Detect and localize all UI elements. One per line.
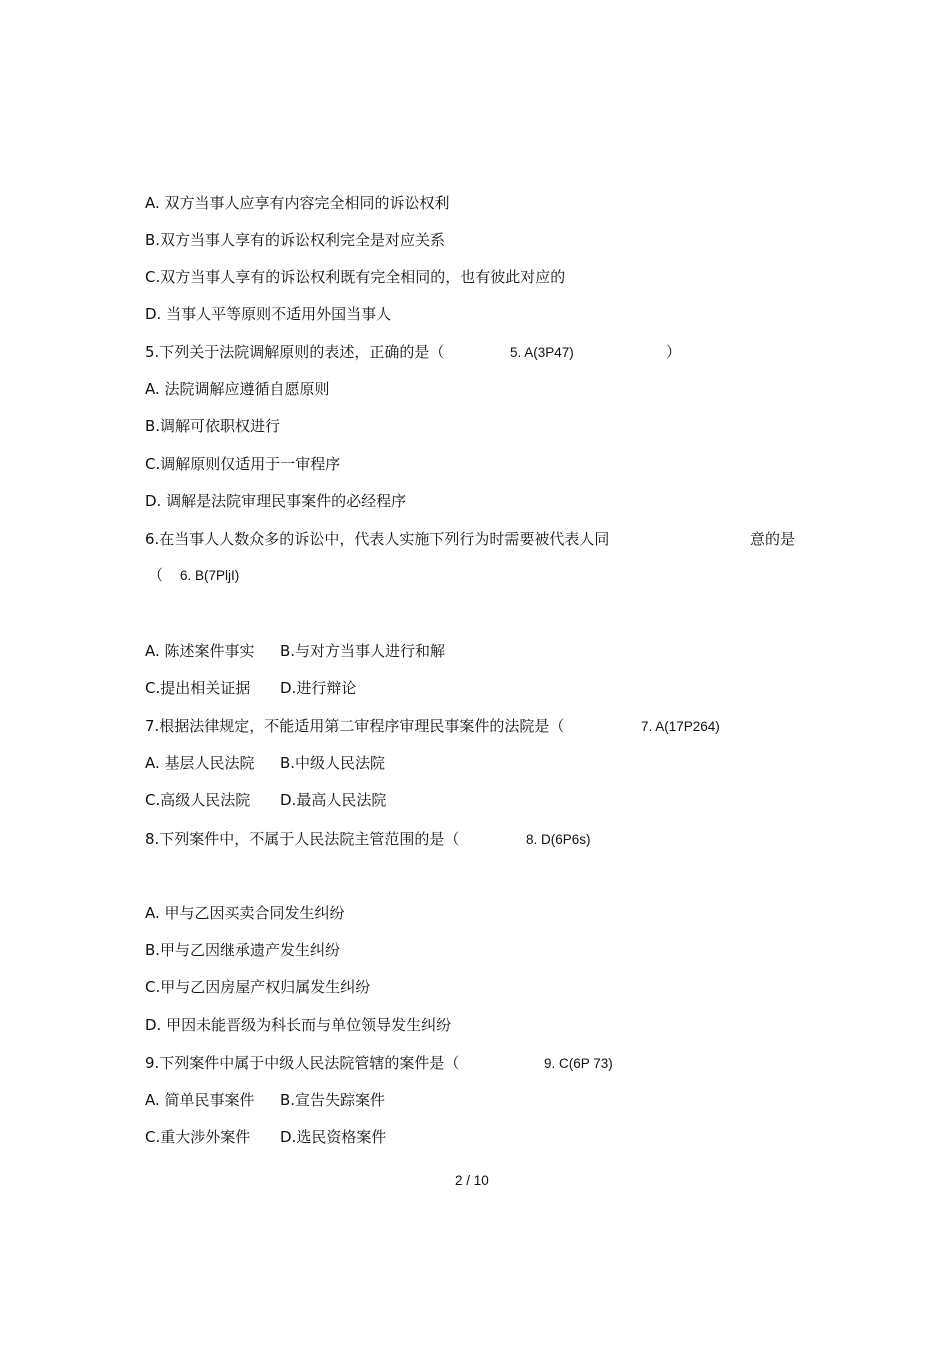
q7-option-b: B.中级人民法院 — [280, 754, 386, 772]
q5-answer: 5. A(3P47) — [510, 345, 574, 360]
q8-option-b: B.甲与乙因继承遗产发生纠纷 — [145, 941, 341, 959]
q6-option-d: D.进行辩论 — [280, 679, 357, 697]
q6-answer: 6. B(7PljI) — [180, 568, 240, 583]
q9-stem: 9.下列案件中属于中级人民法院管辖的案件是（ — [145, 1054, 460, 1072]
q9-option-d: D.选民资格案件 — [280, 1128, 387, 1146]
q5-option-d: D. 调解是法院审理民事案件的必经程序 — [145, 492, 407, 510]
q6-option-a: A. 陈述案件事实 — [145, 642, 255, 660]
q5-stem: 5.下列关于法院调解原则的表述，正确的是（ — [145, 343, 445, 361]
q6-option-c: C.提出相关证据 — [145, 679, 251, 697]
q9-option-b: B.宣告失踪案件 — [280, 1091, 386, 1109]
q5-close-paren: ） — [666, 343, 682, 361]
q6-stem-end: 意的是 — [750, 530, 796, 548]
q7-option-c: C.高级人民法院 — [145, 791, 251, 809]
q7-answer: 7. A(17P264) — [641, 719, 720, 734]
q7-stem: 7.根据法律规定，不能适用第二审程序审理民事案件的法院是（ — [145, 717, 565, 735]
q4-option-a: A. 双方当事人应享有内容完全相同的诉讼权利 — [145, 194, 450, 212]
q7-option-a: A. 基层人民法院 — [145, 754, 255, 772]
q6-stem: 6.在当事人人数众多的诉讼中，代表人实施下列行为时需要被代表人同 — [145, 530, 610, 548]
q8-option-c: C.甲与乙因房屋产权归属发生纠纷 — [145, 978, 371, 996]
q9-answer: 9. C(6P 73) — [544, 1056, 613, 1071]
q4-option-d: D. 当事人平等原则不适用外国当事人 — [145, 305, 392, 323]
q8-option-d: D. 甲因未能晋级为科长而与单位领导发生纠纷 — [145, 1016, 452, 1034]
q8-answer: 8. D(6P6s) — [526, 832, 591, 847]
q8-option-a: A. 甲与乙因买卖合同发生纠纷 — [145, 904, 345, 922]
q9-option-c: C.重大涉外案件 — [145, 1128, 251, 1146]
q9-option-a: A. 简单民事案件 — [145, 1091, 255, 1109]
page-number: 2 / 10 — [455, 1173, 489, 1188]
q4-option-c: C.双方当事人享有的诉讼权利既有完全相同的，也有彼此对应的 — [145, 268, 566, 286]
q5-option-a: A. 法院调解应遵循自愿原则 — [145, 380, 330, 398]
q4-option-b: B.双方当事人享有的诉讼权利完全是对应关系 — [145, 231, 446, 249]
q5-option-b: B.调解可依职权进行 — [145, 417, 281, 435]
q5-option-c: C.调解原则仅适用于一审程序 — [145, 455, 341, 473]
q7-option-d: D.最高人民法院 — [280, 791, 387, 809]
q8-stem: 8.下列案件中，不属于人民法院主管范围的是（ — [145, 830, 460, 848]
q6-option-b: B.与对方当事人进行和解 — [280, 642, 446, 660]
q6-open-paren: （ — [148, 566, 164, 584]
